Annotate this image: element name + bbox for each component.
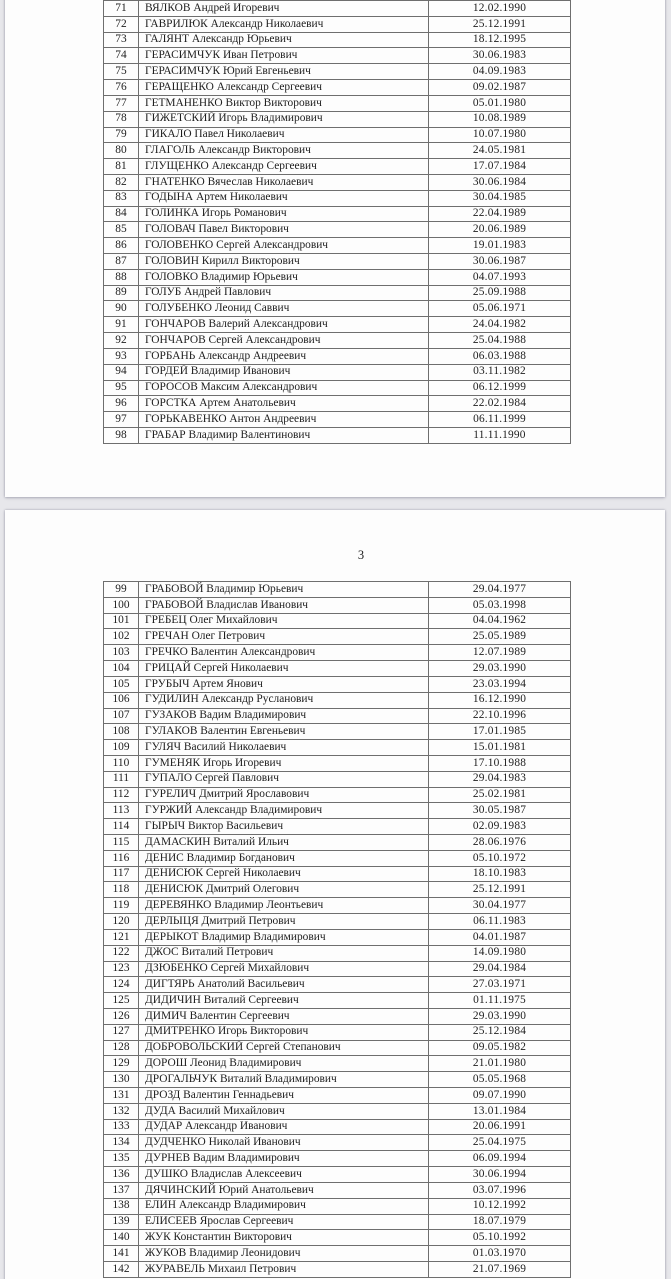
table-row [104,16,571,32]
birth-date-cell: 10.12.1992 [429,1198,571,1214]
row-number-cell: 93 [104,348,139,364]
table-row [104,111,571,127]
full-name-cell: ДИМИЧ Валентин Сергеевич [139,1008,429,1024]
birth-date-cell: 30.06.1987 [429,254,571,270]
table-row [104,254,571,270]
birth-date-cell: 25.12.1984 [429,1024,571,1040]
birth-date-cell: 14.09.1980 [429,945,571,961]
table-row [104,771,571,787]
row-number-cell: 122 [104,945,139,961]
document-page-upper [5,0,665,497]
table-row [104,629,571,645]
birth-date-cell: 22.04.1989 [429,206,571,222]
table-row [104,174,571,190]
personnel-table-upper [103,0,571,444]
row-number-cell: 121 [104,929,139,945]
birth-date-cell: 24.04.1982 [429,317,571,333]
full-name-cell: ДЕРЫКОТ Владимир Владимирович [139,929,429,945]
birth-date-cell: 10.08.1989 [429,111,571,127]
row-number-cell: 125 [104,993,139,1009]
row-number-cell: 135 [104,1151,139,1167]
table-row [104,1182,571,1198]
table-row [104,1261,571,1277]
row-number-cell: 141 [104,1246,139,1262]
birth-date-cell: 24.05.1981 [429,143,571,159]
table-row [104,1198,571,1214]
birth-date-cell: 06.09.1994 [429,1151,571,1167]
birth-date-cell: 11.11.1990 [429,427,571,443]
full-name-cell: ГОЛОВАЧ Павел Викторович [139,222,429,238]
birth-date-cell: 15.01.1981 [429,740,571,756]
full-name-cell: ГУМЕНЯК Игорь Игоревич [139,755,429,771]
table-row [104,945,571,961]
birth-date-cell: 30.04.1977 [429,898,571,914]
row-number-cell: 80 [104,143,139,159]
full-name-cell: ГИКАЛО Павел Николаевич [139,127,429,143]
full-name-cell: ГУЛАКОВ Валентин Евгеньевич [139,724,429,740]
birth-date-cell: 05.10.1972 [429,850,571,866]
full-name-cell: ГРЕЧАН Олег Петрович [139,629,429,645]
row-number-cell: 128 [104,1040,139,1056]
table-row [104,803,571,819]
full-name-cell: ГОЛИНКА Игорь Романович [139,206,429,222]
full-name-cell: ГУРЕЛИЧ Дмитрий Ярославович [139,787,429,803]
full-name-cell: ГЫРЫЧ Виктор Васильевич [139,819,429,835]
full-name-cell: ГОЛОВЕНКО Сергей Александрович [139,238,429,254]
row-number-cell: 108 [104,724,139,740]
birth-date-cell: 06.03.1988 [429,348,571,364]
row-number-cell: 130 [104,1072,139,1088]
birth-date-cell: 27.03.1971 [429,977,571,993]
full-name-cell: ВЯЛКОВ Андрей Игоревич [139,1,429,17]
full-name-cell: ГОЛОВИН Кирилл Викторович [139,254,429,270]
birth-date-cell: 25.05.1989 [429,629,571,645]
full-name-cell: ДОРОШ Леонид Владимирович [139,1056,429,1072]
row-number-cell: 85 [104,222,139,238]
row-number-cell: 102 [104,629,139,645]
full-name-cell: ГЕРАСИМЧУК Иван Петрович [139,48,429,64]
table-row [104,1088,571,1104]
full-name-cell: ГРЕБЕЦ Олег Михайлович [139,613,429,629]
full-name-cell: ГОЛУБЕНКО Леонид Саввич [139,301,429,317]
document-page-lower [5,510,665,1279]
row-number-cell: 138 [104,1198,139,1214]
birth-date-cell: 22.02.1984 [429,396,571,412]
full-name-cell: ЕЛИСЕЕВ Ярослав Сергеевич [139,1214,429,1230]
table-row [104,740,571,756]
full-name-cell: ГЛУЩЕНКО Александр Сергеевич [139,159,429,175]
row-number-cell: 131 [104,1088,139,1104]
table-row [104,1151,571,1167]
row-number-cell: 136 [104,1167,139,1183]
row-number-cell: 75 [104,64,139,80]
row-number-cell: 116 [104,850,139,866]
birth-date-cell: 18.07.1979 [429,1214,571,1230]
birth-date-cell: 06.11.1999 [429,412,571,428]
birth-date-cell: 09.05.1982 [429,1040,571,1056]
row-number-cell: 110 [104,755,139,771]
row-number-cell: 71 [104,1,139,17]
row-number-cell: 114 [104,819,139,835]
full-name-cell: ДИДИЧИН Виталий Сергеевич [139,993,429,1009]
row-number-cell: 88 [104,269,139,285]
full-name-cell: ДМИТРЕНКО Игорь Викторович [139,1024,429,1040]
table-row [104,961,571,977]
table-row [104,269,571,285]
table-row [104,1103,571,1119]
full-name-cell: ГНАТЕНКО Вячеслав Николаевич [139,174,429,190]
row-number-cell: 99 [104,582,139,598]
table-row [104,755,571,771]
table-row [104,1214,571,1230]
table-row [104,348,571,364]
birth-date-cell: 18.12.1995 [429,32,571,48]
row-number-cell: 104 [104,661,139,677]
full-name-cell: ГОДЫНА Артем Николаевич [139,190,429,206]
full-name-cell: ДЕРЕВЯНКО Владимир Леонтьевич [139,898,429,914]
full-name-cell: ГУРЖИЙ Александр Владимирович [139,803,429,819]
row-number-cell: 103 [104,645,139,661]
table-row [104,127,571,143]
table-row [104,48,571,64]
row-number-cell: 73 [104,32,139,48]
birth-date-cell: 23.03.1994 [429,676,571,692]
birth-date-cell: 21.07.1969 [429,1261,571,1277]
table-row [104,835,571,851]
birth-date-cell: 29.03.1990 [429,661,571,677]
table-row [104,1024,571,1040]
full-name-cell: ДИГТЯРЬ Анатолий Васильевич [139,977,429,993]
full-name-cell: ГУЗАКОВ Вадим Владимирович [139,708,429,724]
table-row [104,661,571,677]
full-name-cell: ДЕНИСЮК Дмитрий Олегович [139,882,429,898]
full-name-cell: ГОЛОВКО Владимир Юрьевич [139,269,429,285]
row-number-cell: 95 [104,380,139,396]
table-row [104,427,571,443]
table-row [104,190,571,206]
birth-date-cell: 25.12.1991 [429,16,571,32]
row-number-cell: 79 [104,127,139,143]
full-name-cell: ГОРБАНЬ Александр Андреевич [139,348,429,364]
full-name-cell: ГОЛУБ Андрей Павлович [139,285,429,301]
birth-date-cell: 17.10.1988 [429,755,571,771]
table-row [104,1230,571,1246]
birth-date-cell: 10.07.1980 [429,127,571,143]
full-name-cell: ГОРОСОВ Максим Александрович [139,380,429,396]
row-number-cell: 124 [104,977,139,993]
birth-date-cell: 04.07.1993 [429,269,571,285]
row-number-cell: 119 [104,898,139,914]
full-name-cell: ГРИЦАЙ Сергей Николаевич [139,661,429,677]
full-name-cell: ГРУБЫЧ Артем Янович [139,676,429,692]
row-number-cell: 139 [104,1214,139,1230]
row-number-cell: 90 [104,301,139,317]
personnel-table-lower [103,581,571,1278]
birth-date-cell: 25.12.1991 [429,882,571,898]
table-row [104,317,571,333]
full-name-cell: ГАВРИЛЮК Александр Николаевич [139,16,429,32]
table-row [104,850,571,866]
row-number-cell: 111 [104,771,139,787]
full-name-cell: ДУШКО Владислав Алексеевич [139,1167,429,1183]
row-number-cell: 98 [104,427,139,443]
birth-date-cell: 05.03.1998 [429,597,571,613]
birth-date-cell: 20.06.1991 [429,1119,571,1135]
full-name-cell: ГЕТМАНЕНКО Виктор Викторович [139,95,429,111]
table-row [104,64,571,80]
row-number-cell: 74 [104,48,139,64]
birth-date-cell: 17.01.1985 [429,724,571,740]
table-row [104,645,571,661]
full-name-cell: ГУЛЯЧ Василий Николаевич [139,740,429,756]
birth-date-cell: 20.06.1989 [429,222,571,238]
birth-date-cell: 22.10.1996 [429,708,571,724]
birth-date-cell: 16.12.1990 [429,692,571,708]
row-number-cell: 87 [104,254,139,270]
table-row [104,285,571,301]
birth-date-cell: 28.06.1976 [429,835,571,851]
birth-date-cell: 01.11.1975 [429,993,571,1009]
birth-date-cell: 03.07.1996 [429,1182,571,1198]
full-name-cell: ГЕРАЩЕНКО Александр Сергеевич [139,80,429,96]
table-row [104,613,571,629]
page-number-label: 3 [357,548,365,562]
birth-date-cell: 30.06.1984 [429,174,571,190]
full-name-cell: ДОБРОВОЛЬСКИЙ Сергей Степанович [139,1040,429,1056]
row-number-cell: 84 [104,206,139,222]
full-name-cell: ДЯЧИНСКИЙ Юрий Анатольевич [139,1182,429,1198]
table-row [104,1,571,17]
row-number-cell: 81 [104,159,139,175]
full-name-cell: ГРАБАР Владимир Валентинович [139,427,429,443]
row-number-cell: 142 [104,1261,139,1277]
full-name-cell: ГАЛЯНТ Александр Юрьевич [139,32,429,48]
row-number-cell: 120 [104,914,139,930]
table-row [104,724,571,740]
table-row [104,380,571,396]
table-row [104,929,571,945]
birth-date-cell: 04.09.1983 [429,64,571,80]
birth-date-cell: 17.07.1984 [429,159,571,175]
full-name-cell: ДЕРЛЫЦЯ Дмитрий Петрович [139,914,429,930]
birth-date-cell: 06.12.1999 [429,380,571,396]
table-row [104,582,571,598]
row-number-cell: 129 [104,1056,139,1072]
birth-date-cell: 30.06.1994 [429,1167,571,1183]
row-number-cell: 82 [104,174,139,190]
row-number-cell: 133 [104,1119,139,1135]
full-name-cell: ГИЖЕТСКИЙ Игорь Владимирович [139,111,429,127]
table-row [104,1246,571,1262]
birth-date-cell: 12.02.1990 [429,1,571,17]
table-row [104,1072,571,1088]
full-name-cell: ДУДА Василий Михайлович [139,1103,429,1119]
table-row [104,993,571,1009]
table-row [104,80,571,96]
birth-date-cell: 05.10.1992 [429,1230,571,1246]
birth-date-cell: 18.10.1983 [429,866,571,882]
birth-date-cell: 30.04.1985 [429,190,571,206]
birth-date-cell: 25.09.1988 [429,285,571,301]
table-row [104,1056,571,1072]
birth-date-cell: 09.02.1987 [429,80,571,96]
table-body-upper [104,1,571,444]
row-number-cell: 134 [104,1135,139,1151]
birth-date-cell: 05.05.1968 [429,1072,571,1088]
full-name-cell: ДЕНИСЮК Сергей Николаевич [139,866,429,882]
row-number-cell: 100 [104,597,139,613]
full-name-cell: ГУПАЛО Сергей Павлович [139,771,429,787]
row-number-cell: 113 [104,803,139,819]
row-number-cell: 132 [104,1103,139,1119]
row-number-cell: 91 [104,317,139,333]
full-name-cell: ДРОГАЛЬЧУК Виталий Владимирович [139,1072,429,1088]
full-name-cell: ЖУКОВ Владимир Леонидович [139,1246,429,1262]
birth-date-cell: 12.07.1989 [429,645,571,661]
birth-date-cell: 29.03.1990 [429,1008,571,1024]
table-row [104,95,571,111]
table-row [104,708,571,724]
table-row [104,1008,571,1024]
table-row [104,364,571,380]
birth-date-cell: 30.06.1983 [429,48,571,64]
full-name-cell: ГЕРАСИМЧУК Юрий Евгеньевич [139,64,429,80]
table-row [104,143,571,159]
row-number-cell: 115 [104,835,139,851]
table-row [104,1135,571,1151]
row-number-cell: 117 [104,866,139,882]
row-number-cell: 89 [104,285,139,301]
full-name-cell: ГОНЧАРОВ Валерий Александрович [139,317,429,333]
full-name-cell: ГОРСТКА Артем Анатольевич [139,396,429,412]
full-name-cell: ДУДЧЕНКО Николай Иванович [139,1135,429,1151]
row-number-cell: 109 [104,740,139,756]
table-row [104,692,571,708]
table-row [104,676,571,692]
row-number-cell: 77 [104,95,139,111]
row-number-cell: 126 [104,1008,139,1024]
full-name-cell: ДАМАСКИН Виталий Ильич [139,835,429,851]
full-name-cell: ГРАБОВОЙ Владимир Юрьевич [139,582,429,598]
full-name-cell: ДРОЗД Валентин Геннадьевич [139,1088,429,1104]
birth-date-cell: 29.04.1984 [429,961,571,977]
birth-date-cell: 19.01.1983 [429,238,571,254]
full-name-cell: ЕЛИН Александр Владимирович [139,1198,429,1214]
row-number-cell: 123 [104,961,139,977]
row-number-cell: 83 [104,190,139,206]
birth-date-cell: 29.04.1983 [429,771,571,787]
full-name-cell: ГЛАГОЛЬ Александр Викторович [139,143,429,159]
row-number-cell: 86 [104,238,139,254]
row-number-cell: 118 [104,882,139,898]
full-name-cell: ГРАБОВОЙ Владислав Иванович [139,597,429,613]
birth-date-cell: 04.01.1987 [429,929,571,945]
table-row [104,206,571,222]
table-row [104,1040,571,1056]
row-number-cell: 140 [104,1230,139,1246]
birth-date-cell: 30.05.1987 [429,803,571,819]
row-number-cell: 106 [104,692,139,708]
full-name-cell: ЖУК Константин Викторович [139,1230,429,1246]
row-number-cell: 97 [104,412,139,428]
row-number-cell: 72 [104,16,139,32]
birth-date-cell: 05.06.1971 [429,301,571,317]
table-row [104,238,571,254]
full-name-cell: ГОНЧАРОВ Сергей Александрович [139,333,429,349]
table-row [104,159,571,175]
full-name-cell: ДЗЮБЕНКО Сергей Михайлович [139,961,429,977]
table-row [104,1167,571,1183]
table-row [104,222,571,238]
row-number-cell: 112 [104,787,139,803]
birth-date-cell: 04.04.1962 [429,613,571,629]
table-row [104,898,571,914]
table-row [104,32,571,48]
full-name-cell: ДУРНЕВ Вадим Владимирович [139,1151,429,1167]
table-row [104,819,571,835]
row-number-cell: 107 [104,708,139,724]
full-name-cell: ДУДАР Александр Иванович [139,1119,429,1135]
table-row [104,787,571,803]
table-row [104,396,571,412]
table-row [104,882,571,898]
row-number-cell: 94 [104,364,139,380]
table-row [104,597,571,613]
full-name-cell: ДЕНИС Владимир Богданович [139,850,429,866]
birth-date-cell: 25.04.1975 [429,1135,571,1151]
table-body-lower [104,582,571,1278]
birth-date-cell: 02.09.1983 [429,819,571,835]
row-number-cell: 96 [104,396,139,412]
birth-date-cell: 09.07.1990 [429,1088,571,1104]
full-name-cell: ГОРЬКАВЕНКО Антон Андреевич [139,412,429,428]
row-number-cell: 137 [104,1182,139,1198]
table-row [104,412,571,428]
row-number-cell: 78 [104,111,139,127]
row-number-cell: 101 [104,613,139,629]
full-name-cell: ГОРДЕЙ Владимир Иванович [139,364,429,380]
full-name-cell: ДЖОС Виталий Петрович [139,945,429,961]
birth-date-cell: 21.01.1980 [429,1056,571,1072]
birth-date-cell: 13.01.1984 [429,1103,571,1119]
row-number-cell: 76 [104,80,139,96]
birth-date-cell: 03.11.1982 [429,364,571,380]
birth-date-cell: 01.03.1970 [429,1246,571,1262]
full-name-cell: ГУДИЛИН Александр Русланович [139,692,429,708]
birth-date-cell: 25.02.1981 [429,787,571,803]
table-row [104,914,571,930]
table-row [104,1119,571,1135]
full-name-cell: ЖУРАВЕЛЬ Михаил Петрович [139,1261,429,1277]
table-row [104,977,571,993]
birth-date-cell: 25.04.1988 [429,333,571,349]
full-name-cell: ГРЕЧКО Валентин Александрович [139,645,429,661]
row-number-cell: 105 [104,676,139,692]
birth-date-cell: 05.01.1980 [429,95,571,111]
birth-date-cell: 06.11.1983 [429,914,571,930]
row-number-cell: 127 [104,1024,139,1040]
table-row [104,301,571,317]
birth-date-cell: 29.04.1977 [429,582,571,598]
table-row [104,866,571,882]
table-row [104,333,571,349]
row-number-cell: 92 [104,333,139,349]
